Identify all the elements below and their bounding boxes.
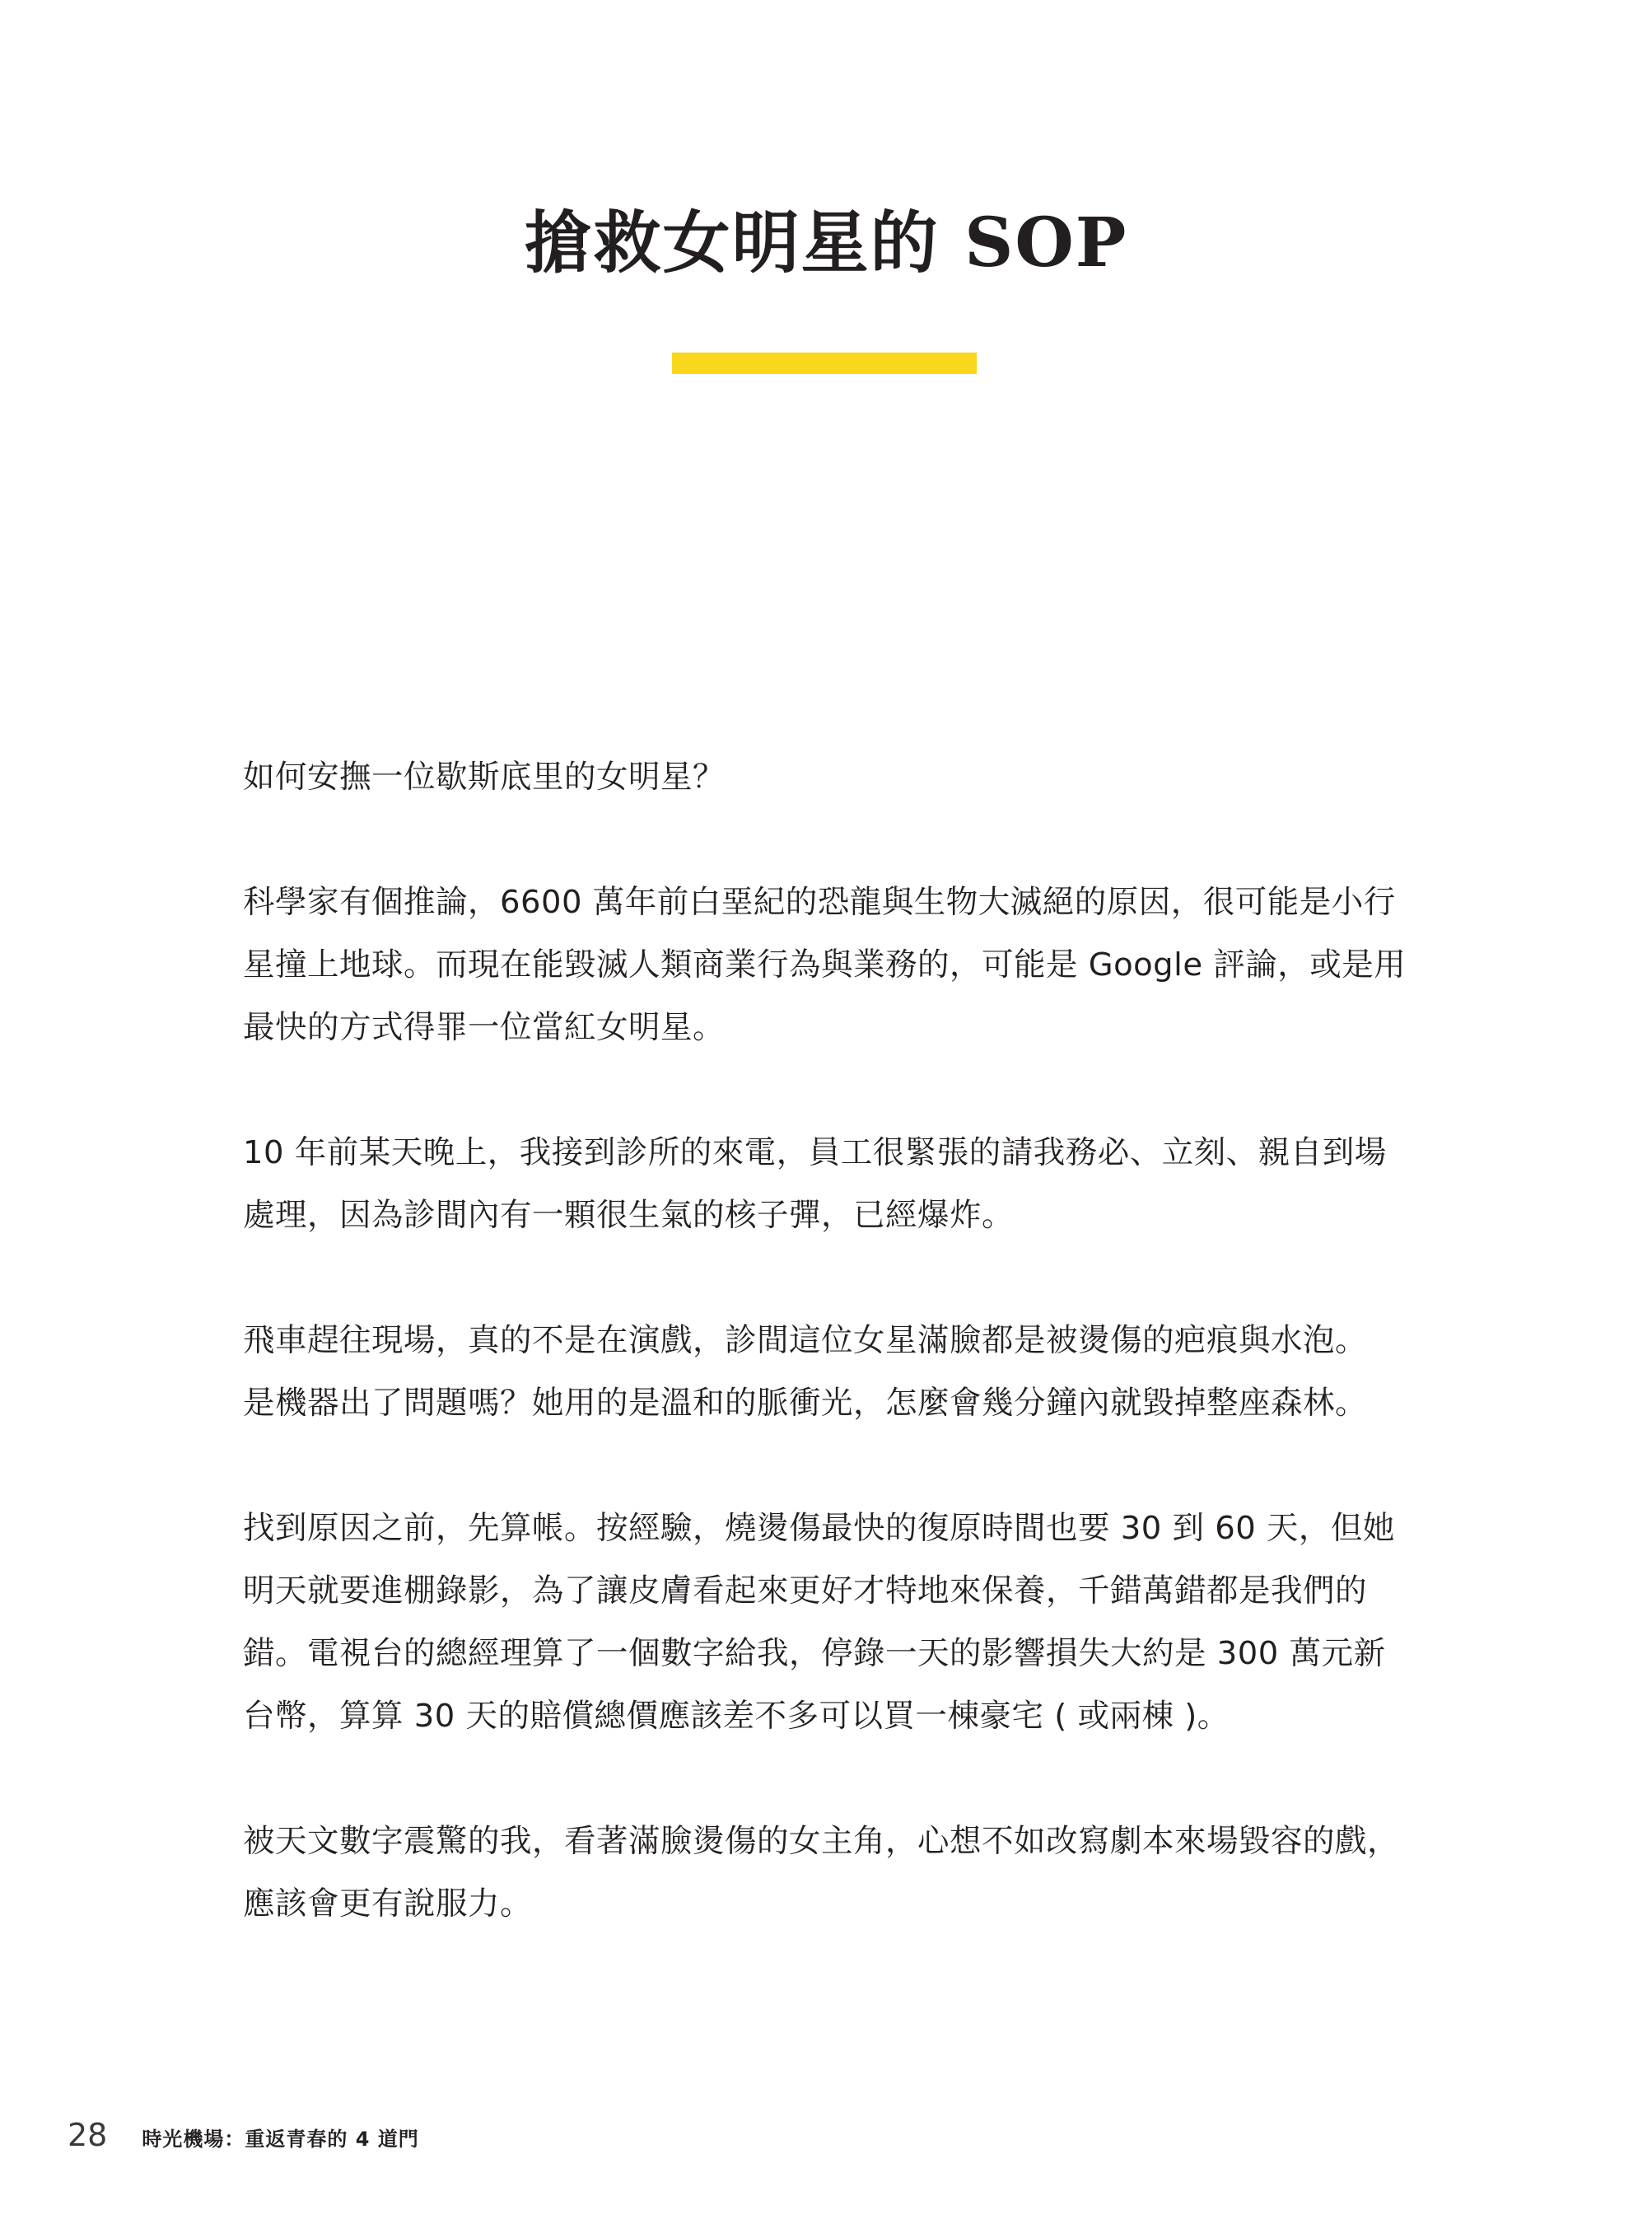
body-text — [243, 746, 1412, 1998]
text-line: 應該會更有說服力。 — [243, 1885, 533, 1923]
paragraph — [243, 1122, 1412, 1247]
paragraph — [243, 871, 1412, 1059]
paragraph — [243, 1497, 1412, 1748]
text-line: 錯。電視台的總經理算了一個數字給我，停錄一天的影響損失大約是 300 萬元新 — [243, 1635, 1386, 1672]
text-line: 科學家有個推論，6600 萬年前白堊紀的恐龍與生物大滅絕的原因，很可能是小行 — [243, 884, 1396, 921]
paragraph — [243, 1810, 1412, 1936]
text-line: 找到原因之前，先算帳。按經驗，燒燙傷最快的復原時間也要 30 到 60 天，但她 — [243, 1510, 1395, 1547]
page-title: 搶救女明星的 SOP — [524, 203, 1128, 283]
text-line: 台幣，算算 30 天的賠償總價應該差不多可以買一棟豪宅 ( 或兩棟 )。 — [243, 1698, 1230, 1735]
text-line: 明天就要進棚錄影，為了讓皮膚看起來更好才特地來保養，千錯萬錯都是我們的 — [243, 1572, 1368, 1610]
text-line: 是機器出了問題嗎？她用的是溫和的脈衝光，怎麼會幾分鐘內就毀掉整座森林。 — [243, 1385, 1368, 1422]
text-line: 10 年前某天晚上，我接到診所的來電，員工很緊張的請我務必、立刻、親自到場 — [243, 1134, 1387, 1171]
running-book-title: 時光機場：重返青春的 4 道門 — [142, 2128, 419, 2151]
page-number: 28 — [68, 2117, 108, 2153]
text-line: 飛車趕往現場，真的不是在演戲，診間這位女星滿臉都是被燙傷的疤痕與水泡。 — [243, 1322, 1368, 1359]
title-underline-bar — [672, 353, 977, 374]
page-footer — [68, 2117, 419, 2166]
paragraph — [243, 1310, 1412, 1435]
text-line: 被天文數字震驚的我，看著滿臉燙傷的女主角，心想不如改寫劇本來場毀容的戲， — [243, 1823, 1400, 1860]
text-line: 如何安撫一位歇斯底里的女明星？ — [243, 759, 726, 796]
paragraph — [243, 746, 1412, 809]
text-line: 最快的方式得罪一位當紅女明星。 — [243, 1009, 726, 1046]
text-line: 星撞上地球。而現在能毀滅人類商業行為與業務的，可能是 Google 評論，或是用 — [243, 946, 1407, 984]
text-line: 處理，因為診間內有一顆很生氣的核子彈，已經爆炸。 — [243, 1197, 1015, 1234]
